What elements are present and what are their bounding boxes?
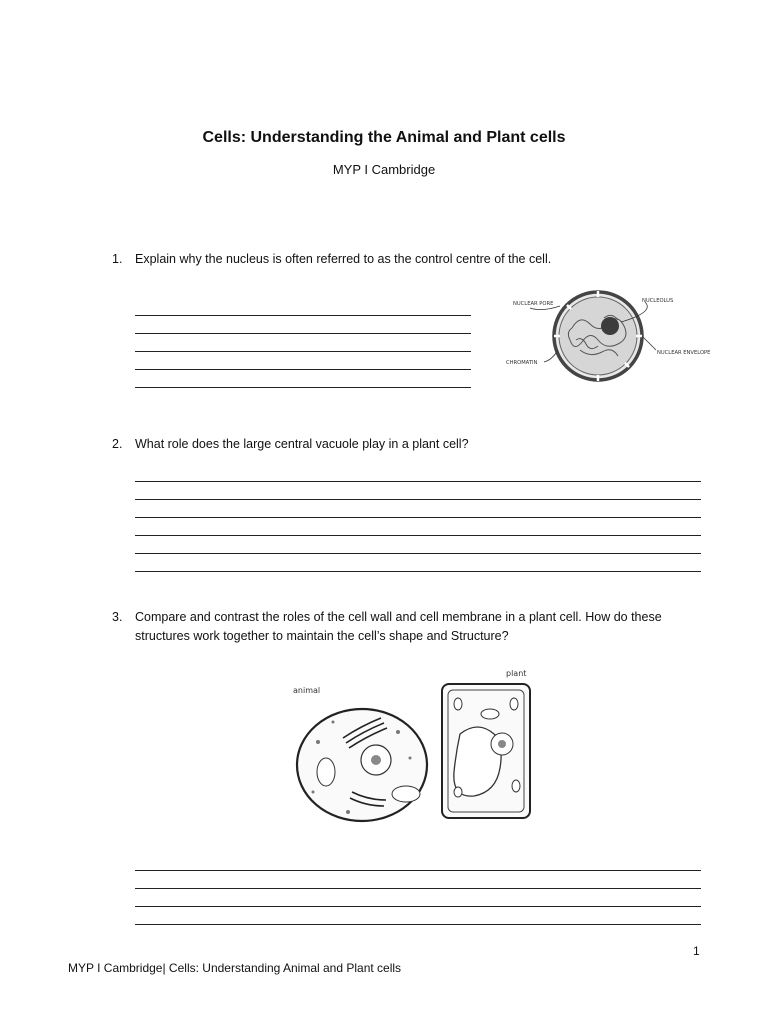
answer-line[interactable] <box>135 571 701 572</box>
animal-mitochondrion <box>392 786 420 802</box>
plant-cell <box>442 684 530 818</box>
answer-line[interactable] <box>135 924 701 925</box>
answer-line[interactable] <box>135 481 701 482</box>
answer-line[interactable] <box>135 351 471 352</box>
label-plant: plant <box>506 669 527 678</box>
animal-plant-cells-diagram <box>288 662 538 824</box>
label-chromatin: CHROMATIN <box>506 360 538 366</box>
question-number: 3. <box>112 610 123 624</box>
answer-line[interactable] <box>135 906 701 907</box>
answer-lines-2 <box>135 481 701 589</box>
animal-nucleolus <box>371 755 381 765</box>
nucleus-diagram <box>500 288 711 384</box>
answer-line[interactable] <box>135 517 701 518</box>
answer-lines-3 <box>135 870 701 942</box>
answer-lines-1 <box>135 315 471 405</box>
document-title: Cells: Understanding the Animal and Plant cells <box>202 129 566 146</box>
nucleolus-shape <box>601 317 619 335</box>
answer-line[interactable] <box>135 870 701 871</box>
label-animal: animal <box>293 686 321 695</box>
label-nuclear-pore: NUCLEAR PORE <box>513 301 554 307</box>
answer-line[interactable] <box>135 499 701 500</box>
question-number: 2. <box>112 437 123 451</box>
page-number: 1 <box>693 944 700 958</box>
nuclear-envelope-pointer <box>642 336 656 350</box>
animal-mitochondrion <box>317 758 335 786</box>
label-nuclear-envelope: NUCLEAR ENVELOPE <box>657 350 711 356</box>
answer-line[interactable] <box>135 535 701 536</box>
answer-line[interactable] <box>135 888 701 889</box>
document-subtitle: MYP I Cambridge <box>332 162 436 177</box>
answer-line[interactable] <box>135 369 471 370</box>
question-text: What role does the large central vacuole play in a plant cell? <box>135 437 469 451</box>
question-number: 1. <box>112 252 123 266</box>
answer-line[interactable] <box>135 315 471 316</box>
answer-line[interactable] <box>135 553 701 554</box>
answer-line[interactable] <box>135 333 471 334</box>
label-nucleolus: NUCLEOLUS <box>642 298 674 304</box>
question-text: Explain why the nucleus is often referred to as the control centre of the cell. <box>135 252 552 266</box>
question-text: Compare and contrast the roles of the cell wall and cell membrane in a plant cell. How do these structures work together to maintain the cell’s shape and Structure? <box>135 610 662 643</box>
answer-line[interactable] <box>135 387 471 388</box>
animal-cell <box>297 709 427 821</box>
page-footer: MYP I Cambridge| Cells: Understanding Animal and Plant cells <box>68 961 402 975</box>
plant-nucleolus <box>498 740 506 748</box>
